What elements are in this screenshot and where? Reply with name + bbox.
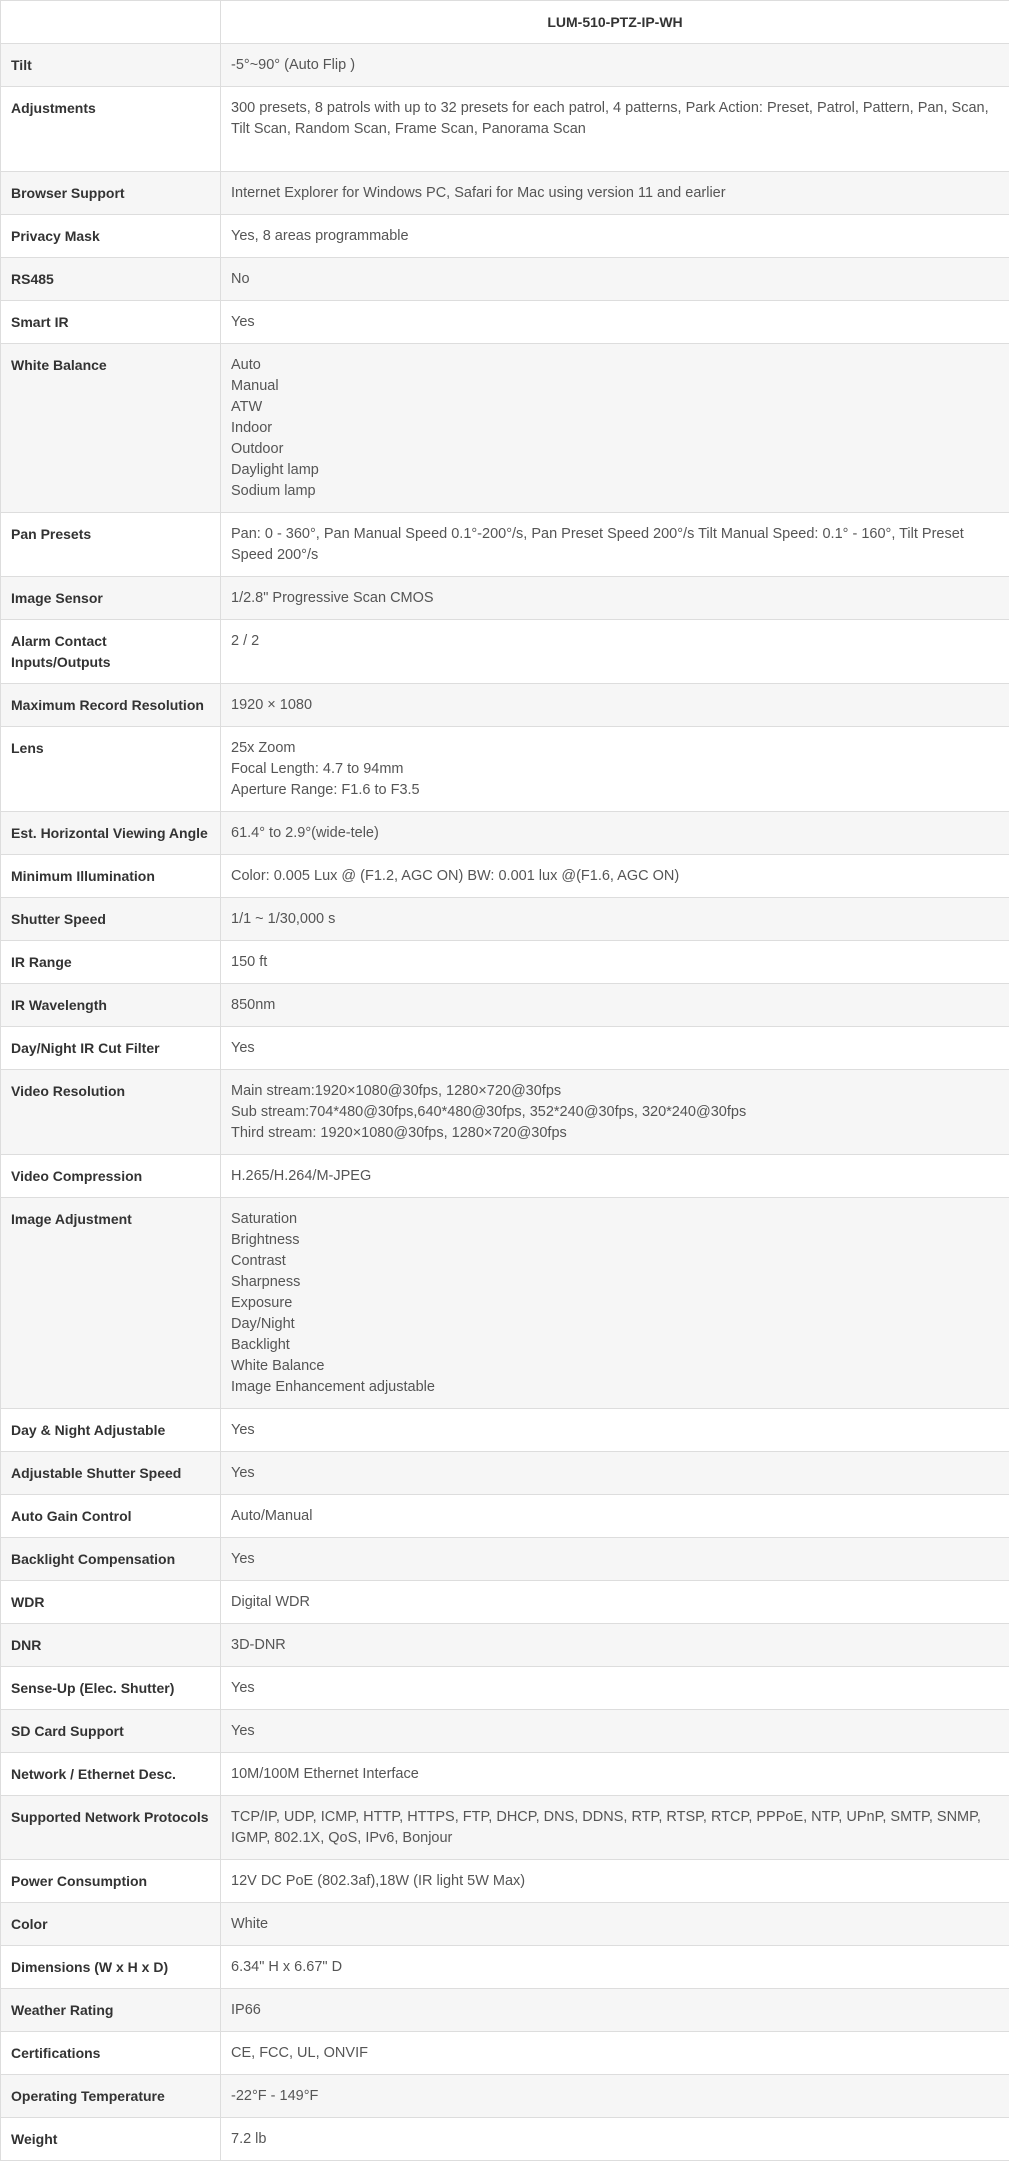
table-row xyxy=(1,2075,1009,2118)
spec-label: Pan Presets xyxy=(1,513,221,577)
spec-value xyxy=(221,1710,1009,1753)
spec-value-line: 6.34" H x 6.67" D xyxy=(231,1957,999,1978)
spec-value-line: Yes xyxy=(231,312,999,333)
spec-value-line: Yes xyxy=(231,1038,999,1059)
spec-value-line: No xyxy=(231,269,999,290)
spec-value-line: Indoor xyxy=(231,418,999,439)
spec-label: RS485 xyxy=(1,258,221,301)
spec-value-line: Backlight xyxy=(231,1335,999,1356)
spec-value-line: Sharpness xyxy=(231,1272,999,1293)
spec-value-line: H.265/H.264/M-JPEG xyxy=(231,1166,999,1187)
spec-label: Backlight Compensation xyxy=(1,1538,221,1581)
spec-value xyxy=(221,855,1009,898)
spec-label: Privacy Mask xyxy=(1,215,221,258)
spec-value-line: Color: 0.005 Lux @ (F1.2, AGC ON) BW: 0.001 lux @(F1.6, AGC ON) xyxy=(231,866,999,887)
table-row xyxy=(1,941,1009,984)
spec-value-line: Outdoor xyxy=(231,439,999,460)
table-row xyxy=(1,2032,1009,2075)
spec-value xyxy=(221,172,1009,215)
spec-label: Adjustments xyxy=(1,87,221,172)
spec-value xyxy=(221,984,1009,1027)
table-row xyxy=(1,1796,1009,1860)
spec-value xyxy=(221,1624,1009,1667)
spec-value-line: Yes xyxy=(231,1721,999,1742)
spec-value xyxy=(221,1452,1009,1495)
spec-value-line: Saturation xyxy=(231,1209,999,1230)
spec-label: Alarm Contact Inputs/Outputs xyxy=(1,620,221,684)
spec-label: Day/Night IR Cut Filter xyxy=(1,1027,221,1070)
spec-value-line: 300 presets, 8 patrols with up to 32 presets for each patrol, 4 patterns, Park Action: Preset, Patrol, Pattern, Pan, Scan, Tilt Scan, Random Scan, Frame Scan, Panorama Scan xyxy=(231,98,999,140)
table-row xyxy=(1,1989,1009,2032)
spec-label: Smart IR xyxy=(1,301,221,344)
spec-value xyxy=(221,344,1009,513)
spec-value-line: Contrast xyxy=(231,1251,999,1272)
table-row xyxy=(1,1710,1009,1753)
table-row xyxy=(1,1027,1009,1070)
spec-value-line: Sodium lamp xyxy=(231,481,999,502)
table-row xyxy=(1,812,1009,855)
table-row xyxy=(1,1495,1009,1538)
spec-value-line: Auto xyxy=(231,355,999,376)
spec-value-line: -5°~90° (Auto Flip ) xyxy=(231,55,999,76)
spec-value xyxy=(221,1796,1009,1860)
spec-value-line: White Balance xyxy=(231,1356,999,1377)
table-row xyxy=(1,258,1009,301)
spec-value xyxy=(221,1860,1009,1903)
spec-value xyxy=(221,258,1009,301)
spec-label: Minimum Illumination xyxy=(1,855,221,898)
spec-value xyxy=(221,1070,1009,1155)
spec-value xyxy=(221,1495,1009,1538)
table-row xyxy=(1,2118,1009,2161)
table-row xyxy=(1,1409,1009,1452)
spec-value xyxy=(221,1155,1009,1198)
table-row xyxy=(1,1070,1009,1155)
spec-value xyxy=(221,301,1009,344)
spec-label: Tilt xyxy=(1,44,221,87)
spec-value xyxy=(221,1989,1009,2032)
table-row xyxy=(1,301,1009,344)
table-row xyxy=(1,620,1009,684)
spec-value xyxy=(221,1753,1009,1796)
table-row xyxy=(1,1581,1009,1624)
table-row xyxy=(1,1903,1009,1946)
spec-label: WDR xyxy=(1,1581,221,1624)
spec-value-line: Day/Night xyxy=(231,1314,999,1335)
spec-value-line: Yes xyxy=(231,1549,999,1570)
spec-label: Auto Gain Control xyxy=(1,1495,221,1538)
spec-label: Network / Ethernet Desc. xyxy=(1,1753,221,1796)
spec-value-line: 1/2.8" Progressive Scan CMOS xyxy=(231,588,999,609)
spec-value xyxy=(221,1409,1009,1452)
spec-value-line: Pan: 0 - 360°, Pan Manual Speed 0.1°-200°/s, Pan Preset Speed 200°/s Tilt Manual Speed: 0.1° - 160°, Tilt Preset Speed 200°/s xyxy=(231,524,999,566)
spec-value-line: Focal Length: 4.7 to 94mm xyxy=(231,759,999,780)
spec-value-line: Aperture Range: F1.6 to F3.5 xyxy=(231,780,999,801)
table-row xyxy=(1,1198,1009,1409)
spec-value-line: 1/1 ~ 1/30,000 s xyxy=(231,909,999,930)
table-row xyxy=(1,1860,1009,1903)
spec-value-line: Sub stream:704*480@30fps,640*480@30fps, 352*240@30fps, 320*240@30fps xyxy=(231,1102,999,1123)
table-row xyxy=(1,1538,1009,1581)
spec-label: Power Consumption xyxy=(1,1860,221,1903)
spec-value xyxy=(221,1581,1009,1624)
spec-value-line: 850nm xyxy=(231,995,999,1016)
header-corner-cell xyxy=(1,1,221,44)
spec-value-line: Manual xyxy=(231,376,999,397)
table-row xyxy=(1,1155,1009,1198)
spec-value-line: TCP/IP, UDP, ICMP, HTTP, HTTPS, FTP, DHCP, DNS, DDNS, RTP, RTSP, RTCP, PPPoE, NTP, UPnP, SMTP, SNMP, IGMP, 802.1X, QoS, IPv6, Bonjour xyxy=(231,1807,999,1849)
spec-value-line: -22°F - 149°F xyxy=(231,2086,999,2107)
spec-label: Sense-Up (Elec. Shutter) xyxy=(1,1667,221,1710)
spec-label: Certifications xyxy=(1,2032,221,2075)
table-row xyxy=(1,87,1009,172)
spec-value-line: Yes, 8 areas programmable xyxy=(231,226,999,247)
spec-label: Weather Rating xyxy=(1,1989,221,2032)
spec-value-line: 1920 × 1080 xyxy=(231,695,999,716)
spec-value xyxy=(221,620,1009,684)
spec-value-line: Yes xyxy=(231,1420,999,1441)
spec-value-line: 2 / 2 xyxy=(231,631,999,652)
spec-label: Est. Horizontal Viewing Angle xyxy=(1,812,221,855)
spec-value xyxy=(221,215,1009,258)
spec-table-body xyxy=(1,44,1009,2161)
spec-value-line: 10M/100M Ethernet Interface xyxy=(231,1764,999,1785)
spec-value-line: 3D-DNR xyxy=(231,1635,999,1656)
spec-value xyxy=(221,1027,1009,1070)
spec-label: Image Adjustment xyxy=(1,1198,221,1409)
spec-label: DNR xyxy=(1,1624,221,1667)
spec-label: Maximum Record Resolution xyxy=(1,684,221,727)
spec-value xyxy=(221,1667,1009,1710)
spec-value-line: Main stream:1920×1080@30fps, 1280×720@30fps xyxy=(231,1081,999,1102)
model-name-header: LUM-510-PTZ-IP-WH xyxy=(221,1,1009,44)
spec-label: IR Range xyxy=(1,941,221,984)
table-row xyxy=(1,1667,1009,1710)
spec-value xyxy=(221,2118,1009,2161)
spec-label: Lens xyxy=(1,727,221,812)
spec-value xyxy=(221,812,1009,855)
spec-value-line: 12V DC PoE (802.3af),18W (IR light 5W Max) xyxy=(231,1871,999,1892)
spec-label: Adjustable Shutter Speed xyxy=(1,1452,221,1495)
spec-value xyxy=(221,941,1009,984)
table-row xyxy=(1,984,1009,1027)
spec-label: Supported Network Protocols xyxy=(1,1796,221,1860)
spec-value xyxy=(221,684,1009,727)
spec-label: Video Resolution xyxy=(1,1070,221,1155)
spec-value xyxy=(221,87,1009,172)
table-row xyxy=(1,1753,1009,1796)
spec-value-line: 61.4° to 2.9°(wide-tele) xyxy=(231,823,999,844)
table-row xyxy=(1,727,1009,812)
spec-label: SD Card Support xyxy=(1,1710,221,1753)
table-row xyxy=(1,1624,1009,1667)
spec-value xyxy=(221,1538,1009,1581)
spec-value-line: Yes xyxy=(231,1463,999,1484)
table-row xyxy=(1,577,1009,620)
table-row xyxy=(1,855,1009,898)
spec-value xyxy=(221,513,1009,577)
spec-value xyxy=(221,577,1009,620)
table-row xyxy=(1,172,1009,215)
spec-label: Image Sensor xyxy=(1,577,221,620)
spec-label: Weight xyxy=(1,2118,221,2161)
table-row xyxy=(1,1946,1009,1989)
table-row xyxy=(1,1452,1009,1495)
spec-value-line: Auto/Manual xyxy=(231,1506,999,1527)
spec-value xyxy=(221,1903,1009,1946)
table-row xyxy=(1,898,1009,941)
spec-value xyxy=(221,1946,1009,1989)
spec-label: Dimensions (W x H x D) xyxy=(1,1946,221,1989)
table-row xyxy=(1,44,1009,87)
spec-value-line: Brightness xyxy=(231,1230,999,1251)
spec-value-line: ATW xyxy=(231,397,999,418)
spec-value-line: 7.2 lb xyxy=(231,2129,999,2150)
table-row xyxy=(1,344,1009,513)
table-header-row xyxy=(1,1,1009,44)
spec-value-line: Internet Explorer for Windows PC, Safari for Mac using version 11 and earlier xyxy=(231,183,999,204)
table-row xyxy=(1,684,1009,727)
spec-value-line: Daylight lamp xyxy=(231,460,999,481)
spec-label: Day & Night Adjustable xyxy=(1,1409,221,1452)
spec-value xyxy=(221,727,1009,812)
spec-value-line: Third stream: 1920×1080@30fps, 1280×720@30fps xyxy=(231,1123,999,1144)
spec-label: Shutter Speed xyxy=(1,898,221,941)
spec-value xyxy=(221,44,1009,87)
spec-value xyxy=(221,2032,1009,2075)
spec-label: Browser Support xyxy=(1,172,221,215)
table-row xyxy=(1,513,1009,577)
table-row xyxy=(1,215,1009,258)
spec-value xyxy=(221,2075,1009,2118)
spec-value-line: IP66 xyxy=(231,2000,999,2021)
spec-label: Operating Temperature xyxy=(1,2075,221,2118)
spec-value-line: 150 ft xyxy=(231,952,999,973)
spec-label: White Balance xyxy=(1,344,221,513)
spec-value-line: Yes xyxy=(231,1678,999,1699)
spec-value-line: Image Enhancement adjustable xyxy=(231,1377,999,1398)
spec-value-line: White xyxy=(231,1914,999,1935)
spec-value-line: Digital WDR xyxy=(231,1592,999,1613)
spec-value-line: 25x Zoom xyxy=(231,738,999,759)
spec-label: Video Compression xyxy=(1,1155,221,1198)
spec-value xyxy=(221,898,1009,941)
spec-value xyxy=(221,1198,1009,1409)
spec-value-line: Exposure xyxy=(231,1293,999,1314)
spec-value-line: CE, FCC, UL, ONVIF xyxy=(231,2043,999,2064)
spec-label: IR Wavelength xyxy=(1,984,221,1027)
spec-label: Color xyxy=(1,1903,221,1946)
